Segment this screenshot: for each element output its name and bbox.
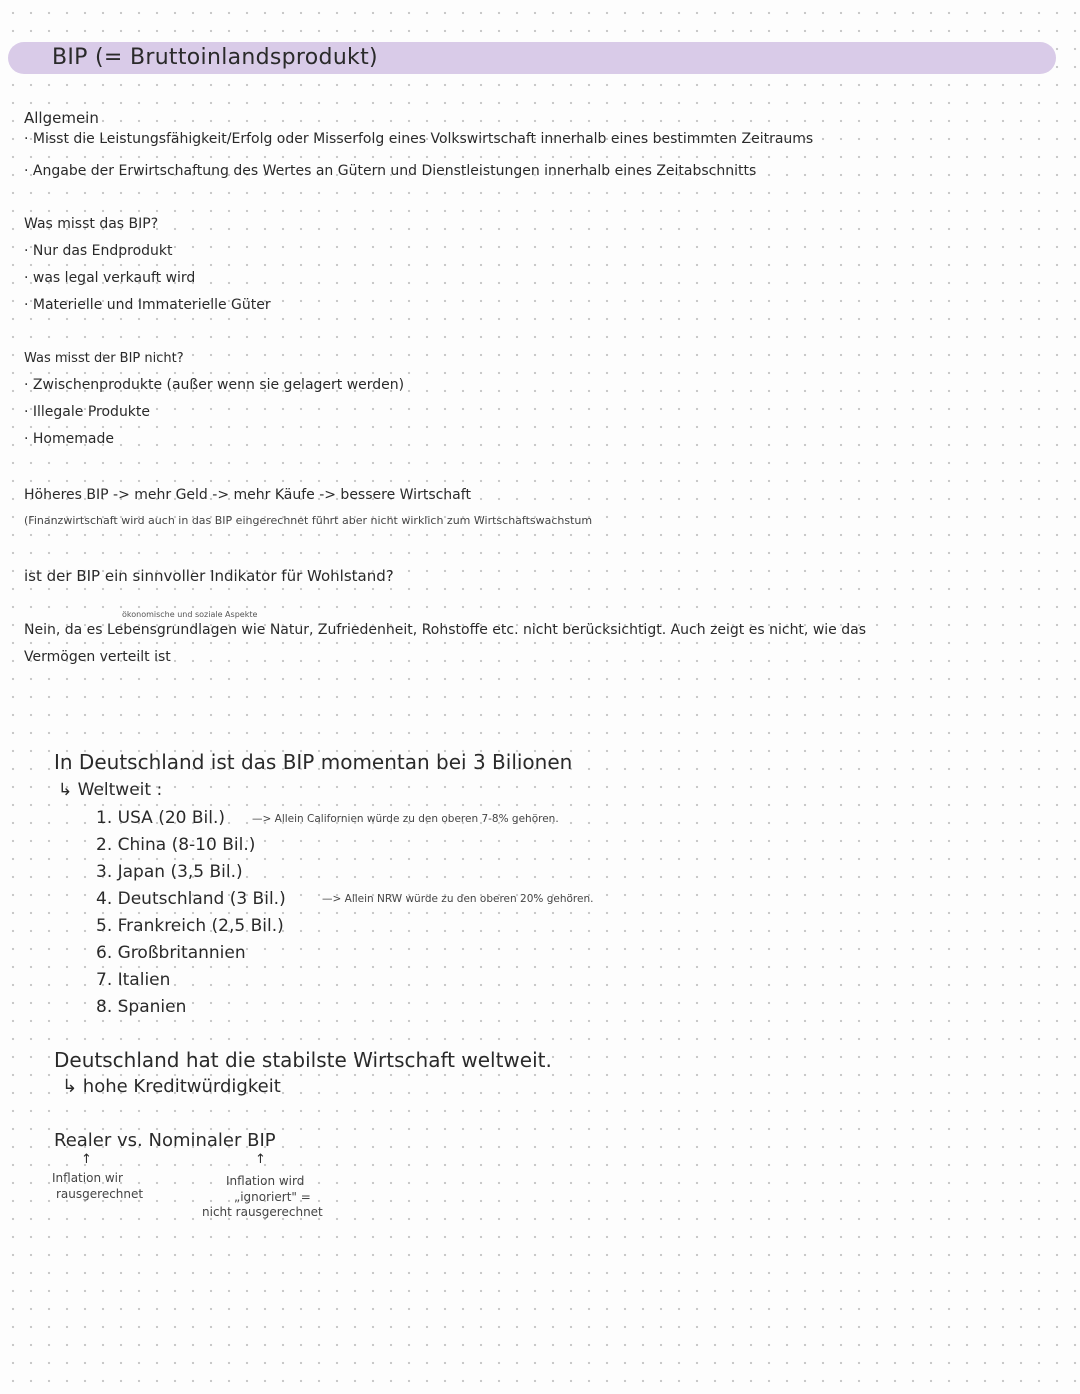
ranking-item: 2. China (8-10 Bil.) xyxy=(96,835,256,855)
allgemein-item: · Misst die Leistungsfähigkeit/Erfolg oder Misserfolg eines Volkswirtschaft innerhalb eines bestimmten Zeitraums xyxy=(24,131,814,147)
nominal-note: nicht rausgerechnet xyxy=(202,1205,323,1219)
allgemein-item: · Angabe der Erwirtschaftung des Wertes an Gütern und Dienstleistungen innerhalb eines Zeitabschnitts xyxy=(24,163,757,179)
weltweit-label: ↳ Weltweit : xyxy=(58,780,163,800)
ranking-item: 4. Deutschland (3 Bil.) xyxy=(96,889,286,909)
was-nicht-item: · Zwischenprodukte (außer wenn sie gelagert werden) xyxy=(24,377,405,393)
deutschland-bip-line: In Deutschland ist das BIP momentan bei 3 Bilionen xyxy=(54,750,573,774)
indikator-superscript: ökonomische und soziale Aspekte xyxy=(122,610,258,619)
was-misst-item: · Nur das Endprodukt xyxy=(24,243,173,259)
was-misst-item: · Materielle und Immaterielle Güter xyxy=(24,297,271,313)
stabil-line: Deutschland hat die stabilste Wirtschaft weltweit. xyxy=(54,1048,552,1072)
finanzwirtschaft-note: (Finanzwirtschaft wird auch in das BIP eingerechnet führt aber nicht wirklich zum Wirtschaftswachstum xyxy=(24,514,593,527)
real-note: rausgerechnet xyxy=(56,1187,144,1201)
allgemein-heading: Allgemein xyxy=(24,109,99,127)
ranking-note: —> Allein Californien würde zu den oberen 7-8% gehören. xyxy=(252,813,559,825)
ranking-item: 8. Spanien xyxy=(96,997,187,1017)
was-nicht-heading: Was misst der BIP nicht? xyxy=(24,351,184,366)
ranking-item: 7. Italien xyxy=(96,970,171,990)
was-nicht-item: · Illegale Produkte xyxy=(24,404,151,420)
ranking-item: 1. USA (20 Bil.) xyxy=(96,808,226,828)
hoeheres-bip-line: Höheres BIP -> mehr Geld -> mehr Käufe -> bessere Wirtschaft xyxy=(24,487,471,503)
indikator-answer: Nein, da es Lebensgrundlagen wie Natur, Zufriedenheit, Rohstoffe etc. nicht berücksichtigt. Auch zeigt es nicht, wie das xyxy=(24,622,866,638)
indikator-answer: Vermögen verteilt ist xyxy=(24,649,171,665)
nominal-note: Inflation wird xyxy=(226,1174,305,1188)
real-note: Inflation wir xyxy=(52,1171,123,1185)
arrow-up-icon: ↑ xyxy=(81,1152,92,1167)
indikator-question: ist der BIP ein sinnvoller Indikator für Wohlstand? xyxy=(24,567,394,585)
ranking-note: —> Allein NRW würde zu den oberen 20% gehören. xyxy=(322,893,594,905)
ranking-item: 3. Japan (3,5 Bil.) xyxy=(96,862,243,882)
page-title: BIP (= Bruttoinlandsprodukt) xyxy=(52,45,378,70)
was-misst-heading: Was misst das BIP? xyxy=(24,216,159,232)
kreditwuerdigkeit-line: ↳ hohe Kreditwürdigkeit xyxy=(62,1076,281,1097)
was-misst-item: · was legal verkauft wird xyxy=(24,270,196,286)
was-nicht-item: · Homemade xyxy=(24,431,114,447)
ranking-item: 6. Großbritannien xyxy=(96,943,246,963)
arrow-up-icon: ↑ xyxy=(255,1152,266,1167)
real-vs-nominal-heading: Realer vs. Nominaler BIP xyxy=(54,1130,276,1151)
ranking-item: 5. Frankreich (2,5 Bil.) xyxy=(96,916,284,936)
nominal-note: „ignoriert" = xyxy=(234,1190,311,1204)
